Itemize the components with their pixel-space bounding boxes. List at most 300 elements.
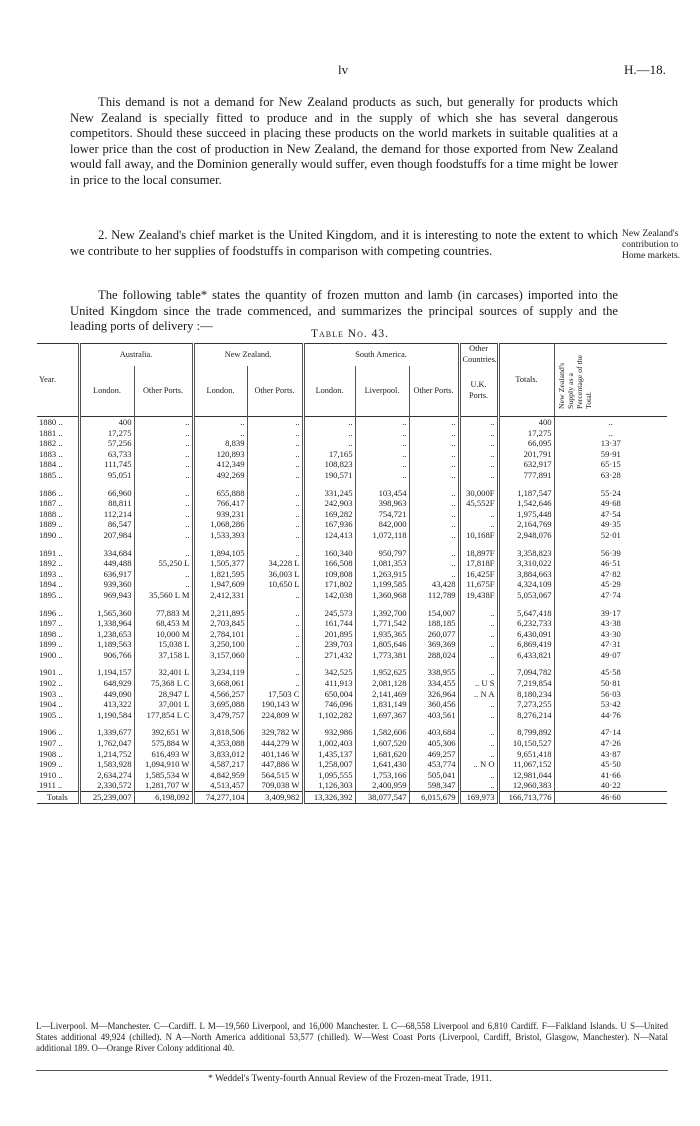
table-cell: 1,947,609 [193, 579, 247, 590]
year-cell: 1896 .. [39, 607, 63, 618]
table-row [37, 488, 667, 499]
table-cell: 39·17 [554, 608, 667, 619]
table-cell: 40·22 [554, 780, 667, 791]
table-cell: 8,180,234 [498, 689, 554, 700]
spacer-cell [193, 481, 247, 488]
table-cell: 1,339,677 [79, 727, 134, 738]
table-cell: 37,158 L [134, 650, 193, 661]
table-cell: .. [355, 459, 409, 470]
table-cell: 47·26 [554, 738, 667, 749]
table-cell: 47·74 [554, 590, 667, 601]
table-cell: 1,187,547 [498, 488, 554, 499]
table-cell: 49·35 [554, 519, 667, 530]
year-cell: 1899 .. [39, 639, 63, 650]
table-cell: 10,000 M [134, 629, 193, 640]
table-cell: 188,185 [409, 618, 459, 629]
table-cell: .. [355, 470, 409, 481]
table-cell: 201,895 [303, 629, 355, 640]
spacer-cell [498, 660, 554, 667]
table-cell: .. [459, 710, 498, 721]
header-nz-other-ports: Other Ports. [247, 366, 303, 417]
table-cell: .. [134, 470, 193, 481]
table-row [37, 759, 667, 770]
table-cell: 1,762,047 [79, 738, 134, 749]
spacer-cell [554, 660, 667, 667]
table-cell: 52·01 [554, 530, 667, 541]
table-cell: .. [134, 530, 193, 541]
table-cell: 842,000 [355, 519, 409, 530]
table-cell: 15,038 L [134, 639, 193, 650]
table-cell: 492,269 [193, 470, 247, 481]
table-cell: .. [409, 470, 459, 481]
table-cell: 1,952,625 [355, 667, 409, 678]
paragraph-chief-market: 2. New Zealand's chief market is the United Kingdom, and it is interesting to note the extent to which we contribute to her supplies of foodstuffs in comparison with competing countries. [70, 228, 618, 258]
table-cell: 44·76 [554, 710, 667, 721]
table-cell: 13·37 [554, 438, 667, 449]
year-cell: 1904 .. [39, 699, 63, 710]
spacer-cell [79, 541, 134, 548]
table-cell: 650,004 [303, 689, 355, 700]
table-cell: 334,455 [409, 678, 459, 689]
table-cell: .. [193, 417, 247, 428]
table-cell: 63,733 [79, 449, 134, 460]
table-row [37, 470, 667, 481]
table-cell: 449,090 [79, 689, 134, 700]
totals-cell: 74,277,104 [193, 792, 247, 804]
paragraph-demand: This demand is not a demand for New Zealand products as such, but generally for products which New Zealand is specially fitted to produce and in the supply of which she has several dangerous competitors. Should these succeed in placing these products on the world markets in suitable qualities at a lower price than the cost of production in New Zealand, the demand for those exported from New Zealand would fall away, and the Dominion generally would suffer, even though foodstuffs for a time might be lower in price to the local consumer. [70, 95, 618, 187]
table-cell: .. [247, 678, 303, 689]
table-cell: .. [459, 629, 498, 640]
table-cell: 6,232,733 [498, 618, 554, 629]
header-uk-ports: U.K. Ports. [459, 366, 498, 417]
spacer-cell [79, 481, 134, 488]
table-cell: 66,960 [79, 488, 134, 499]
table-cell: 1,805,646 [355, 639, 409, 650]
year-cell: 1897 .. [39, 618, 63, 629]
table-cell: 34,228 L [247, 558, 303, 569]
table-cell: .. [134, 519, 193, 530]
table-cell: .. [459, 699, 498, 710]
table-cell: 369,369 [409, 639, 459, 650]
group-spacer [37, 660, 667, 667]
year-cell: 1894 .. [39, 579, 63, 590]
table-cell: .. [247, 530, 303, 541]
table-cell: 1,773,381 [355, 650, 409, 661]
table-cell: 16,425F [459, 569, 498, 580]
table-row [37, 738, 667, 749]
table-row [37, 530, 667, 541]
table-cell: 1,641,430 [355, 759, 409, 770]
table-cell: 19,438F [459, 590, 498, 601]
table-cell: 398,963 [355, 498, 409, 509]
spacer-cell [409, 481, 459, 488]
spacer-cell [79, 601, 134, 608]
table-cell: .. [355, 438, 409, 449]
table-cell: .. [303, 428, 355, 439]
table-cell: 575,884 W [134, 738, 193, 749]
table-cell: 1,935,365 [355, 629, 409, 640]
table-cell: 55·24 [554, 488, 667, 499]
year-cell: 1889 .. [39, 519, 63, 530]
table-cell: 245,573 [303, 608, 355, 619]
table-cell: 777,891 [498, 470, 554, 481]
table-cell: .. [247, 498, 303, 509]
table-cell: .. [134, 428, 193, 439]
table-cell: .. [459, 738, 498, 749]
table-cell: .. [247, 449, 303, 460]
table-cell: .. [459, 780, 498, 791]
spacer-cell [303, 660, 355, 667]
table-cell: 360,456 [409, 699, 459, 710]
year-cell: 1910 .. [39, 769, 63, 780]
table-row [37, 678, 667, 689]
table-cell: 3,695,088 [193, 699, 247, 710]
table-cell: .. [134, 438, 193, 449]
table-cell: 88,811 [79, 498, 134, 509]
table-cell: .. [459, 428, 498, 439]
table-cell: 242,903 [303, 498, 355, 509]
table-cell: .. [247, 488, 303, 499]
table-cell: 17,165 [303, 449, 355, 460]
table-cell: 17,818F [459, 558, 498, 569]
table-cell: 35,560 L M [134, 590, 193, 601]
table-cell: 4,513,457 [193, 780, 247, 791]
table-cell: 4,353,088 [193, 738, 247, 749]
table-cell: 11,067,152 [498, 759, 554, 770]
table-cell: 3,250,100 [193, 639, 247, 650]
table-cell: .. [247, 548, 303, 559]
table-cell: 47·14 [554, 727, 667, 738]
table-cell: 111,745 [79, 459, 134, 470]
table-row [37, 608, 667, 619]
spacer-cell [247, 541, 303, 548]
table-cell: 7,219,854 [498, 678, 554, 689]
table-cell: .. [459, 727, 498, 738]
spacer-cell [409, 541, 459, 548]
table-cell: 10,650 L [247, 579, 303, 590]
table-cell: 45·50 [554, 759, 667, 770]
table-cell: 53·42 [554, 699, 667, 710]
table-cell: 11,675F [459, 579, 498, 590]
table-cell: 103,454 [355, 488, 409, 499]
table-cell: 405,306 [409, 738, 459, 749]
table-cell: 161,744 [303, 618, 355, 629]
table-cell: .. [409, 417, 459, 428]
table-cell: 2,211,895 [193, 608, 247, 619]
year-cell: 1880 .. [39, 417, 63, 427]
table-cell: 239,703 [303, 639, 355, 650]
table-cell: .. [134, 498, 193, 509]
header-year: Year. [37, 344, 79, 417]
table-cell: 9,651,418 [498, 749, 554, 760]
table-cell: .. [409, 449, 459, 460]
margin-note: New Zealand's contribution to Home markets. [622, 229, 681, 261]
table-cell: .. [459, 618, 498, 629]
table-cell: 6,433,821 [498, 650, 554, 661]
table-cell: 2,948,076 [498, 530, 554, 541]
header-sa-london: London. [303, 366, 355, 417]
table-cell: 632,917 [498, 459, 554, 470]
group-spacer [37, 720, 667, 727]
year-cell: 1906 .. [39, 727, 63, 738]
spacer-cell [134, 720, 193, 727]
table-cell: 1,831,149 [355, 699, 409, 710]
table-cell: 260,077 [409, 629, 459, 640]
table-cell: 1,002,403 [303, 738, 355, 749]
spacer-cell [37, 541, 79, 548]
table-cell: 1,263,915 [355, 569, 409, 580]
footnotes: L—Liverpool. M—Manchester. C—Cardiff. L M—19,560 Liverpool, and 16,000 Manchester. L C—68,558 Liverpool and 6,810 Cardiff. F—Falkland Islands. U S—United States additional 49,924 (chilled). N A—North America additional 53,577 (chilled). W—West Coast Ports (Liverpool, Cardiff, Bristol, Glasgow, Manchester). N—Natal additional 189. O—Orange River Colony additional 40. [36, 1021, 668, 1053]
spacer-cell [37, 660, 79, 667]
table-cell: 112,214 [79, 509, 134, 520]
header-australia-london: London. [79, 366, 134, 417]
table-cell: 169,282 [303, 509, 355, 520]
table-cell: 43,428 [409, 579, 459, 590]
table-cell: 1,753,166 [355, 770, 409, 781]
table-cell: .. [459, 650, 498, 661]
spacer-cell [355, 720, 409, 727]
table-cell: 4,587,217 [193, 759, 247, 770]
table-cell: 45·58 [554, 667, 667, 678]
source-note: * Weddel's Twenty-fourth Annual Review of the Frozen-meat Trade, 1911. [208, 1074, 492, 1084]
table-cell: 10,150,527 [498, 738, 554, 749]
table-cell: 655,888 [193, 488, 247, 499]
year-cell: 1886 .. [39, 487, 63, 498]
table-cell: 45·29 [554, 579, 667, 590]
totals-cell: 38,077,547 [355, 792, 409, 804]
table-cell: 3,668,061 [193, 678, 247, 689]
table-cell: 469,257 [409, 749, 459, 760]
table-cell: 1,190,584 [79, 710, 134, 721]
table-row [37, 689, 667, 700]
table-cell: 171,802 [303, 579, 355, 590]
year-cell: 1900 .. [39, 649, 63, 660]
totals-cell: 25,239,007 [79, 792, 134, 804]
table-cell: .. [247, 650, 303, 661]
table-cell: 17,275 [79, 428, 134, 439]
table-cell: 120,893 [193, 449, 247, 460]
spacer-cell [303, 541, 355, 548]
table-cell: .. [409, 498, 459, 509]
table-cell: 50·81 [554, 678, 667, 689]
table-cell: 648,929 [79, 678, 134, 689]
table-cell: 2,141,469 [355, 689, 409, 700]
paragraph-table-intro: The following table* states the quantity of frozen mutton and lamb (in carcases) imported into the United Kingdom since the trade commenced, and summarizes the principal sources of supply and the leading ports of delivery :— [70, 288, 618, 333]
spacer-cell [193, 720, 247, 727]
table-cell: 30,000F [459, 488, 498, 499]
table-cell: 400 [498, 417, 554, 428]
group-spacer [37, 481, 667, 488]
table-cell: 403,684 [409, 727, 459, 738]
table-cell: 1,582,606 [355, 727, 409, 738]
table-cell: .. [459, 749, 498, 760]
table-cell: 59·91 [554, 449, 667, 460]
year-cell: 1888 .. [39, 508, 63, 519]
year-cell: 1884 .. [39, 459, 63, 470]
spacer-cell [193, 541, 247, 548]
year-cell: 1907 .. [39, 738, 63, 749]
table-cell: 160,340 [303, 548, 355, 559]
table-cell: .. [134, 459, 193, 470]
table-cell: .. [459, 459, 498, 470]
year-cell: 1903 .. [39, 688, 63, 699]
table-cell: .. N A [459, 689, 498, 700]
table-cell: 400 [79, 417, 134, 428]
table-cell: 224,809 W [247, 710, 303, 721]
table-cell: 108,823 [303, 459, 355, 470]
table-row [37, 579, 667, 590]
totals-label: Totals [37, 792, 79, 804]
spacer-cell [459, 720, 498, 727]
table-cell: 3,833,012 [193, 749, 247, 760]
page-number: lv [338, 62, 349, 77]
header-totals: Totals. [498, 344, 554, 417]
table-cell: 75,368 L C [134, 678, 193, 689]
table-cell: 2,784,101 [193, 629, 247, 640]
table-cell: 2,081,128 [355, 678, 409, 689]
table-cell: 32,401 L [134, 667, 193, 678]
table-cell: 746,096 [303, 699, 355, 710]
spacer-cell [554, 720, 667, 727]
table-cell: .. [459, 449, 498, 460]
table-cell: 5,647,418 [498, 608, 554, 619]
year-cell: 1891 .. [39, 547, 63, 558]
table-cell: 2,412,331 [193, 590, 247, 601]
table-cell: 77,883 M [134, 608, 193, 619]
table-cell: 1,102,282 [303, 710, 355, 721]
table-cell: 124,413 [303, 530, 355, 541]
table-cell: 1,214,752 [79, 749, 134, 760]
spacer-cell [459, 541, 498, 548]
table-cell: 1,281,707 W [134, 780, 193, 791]
table-cell: 1,338,964 [79, 618, 134, 629]
table-cell: 86,547 [79, 519, 134, 530]
table-caption: Table No. 43. [311, 328, 389, 340]
year-cell: 1898 .. [39, 628, 63, 639]
table-cell: 2,703,845 [193, 618, 247, 629]
footnote-rule [36, 1070, 668, 1071]
year-cell: 1893 .. [39, 568, 63, 579]
table-cell: 10,168F [459, 530, 498, 541]
table-cell: 564,515 W [247, 770, 303, 781]
table-row [37, 667, 667, 678]
table-cell: 142,038 [303, 590, 355, 601]
table-cell: 1,975,448 [498, 509, 554, 520]
table-cell: 37,001 L [134, 699, 193, 710]
table-cell: 1,435,137 [303, 749, 355, 760]
table-cell: 939,231 [193, 509, 247, 520]
table-cell: .. [247, 428, 303, 439]
table-cell: 329,782 W [247, 727, 303, 738]
table-cell: .. [134, 488, 193, 499]
spacer-cell [554, 601, 667, 608]
table-cell: 1,258,007 [303, 759, 355, 770]
table-cell: 444,279 W [247, 738, 303, 749]
table-cell: 1,189,563 [79, 639, 134, 650]
table-cell: .. [134, 548, 193, 559]
spacer-cell [303, 601, 355, 608]
spacer-cell [355, 660, 409, 667]
table-cell: 412,349 [193, 459, 247, 470]
table-cell: 66,095 [498, 438, 554, 449]
table-cell: .. [134, 449, 193, 460]
header-new-zealand: New Zealand. [193, 344, 303, 367]
table-cell: .. [409, 569, 459, 580]
table-cell: 1,094,910 W [134, 759, 193, 770]
table-cell: 447,886 W [247, 759, 303, 770]
table-cell: 1,771,542 [355, 618, 409, 629]
table-cell: .. [193, 428, 247, 439]
spacer-cell [37, 481, 79, 488]
table-cell: 190,143 W [247, 699, 303, 710]
totals-cell: 166,713,776 [498, 792, 554, 804]
table-cell: .. [247, 639, 303, 650]
table-cell: .. [459, 509, 498, 520]
table-cell: 1,238,653 [79, 629, 134, 640]
group-spacer [37, 601, 667, 608]
table-cell: 3,234,119 [193, 667, 247, 678]
table-cell: 1,505,377 [193, 558, 247, 569]
table-cell: .. [247, 667, 303, 678]
table-cell: 413,322 [79, 699, 134, 710]
table-cell: .. [134, 417, 193, 428]
year-cell: 1909 .. [39, 759, 63, 770]
table-cell: 906,766 [79, 650, 134, 661]
table-row [37, 618, 667, 629]
year-cell: 1895 .. [39, 589, 63, 600]
table-cell: .. [409, 519, 459, 530]
table-cell: 1,072,118 [355, 530, 409, 541]
table-cell: 18,897F [459, 548, 498, 559]
table-row [37, 650, 667, 661]
table-cell: 57,256 [79, 438, 134, 449]
table-cell: .. [134, 579, 193, 590]
table-cell: .. [247, 438, 303, 449]
year-cell: 1902 .. [39, 678, 63, 689]
table-cell: 2,330,572 [79, 780, 134, 791]
table-cell: 43·30 [554, 629, 667, 640]
spacer-cell [498, 481, 554, 488]
table-cell: .. [409, 548, 459, 559]
header-sa-liverpool: Liverpool. [355, 366, 409, 417]
table-cell: 709,038 W [247, 780, 303, 791]
table-cell: .. [134, 569, 193, 580]
table-cell: 45,552F [459, 498, 498, 509]
table-cell: 55,250 L [134, 558, 193, 569]
table-cell: 109,808 [303, 569, 355, 580]
table-cell: 47·54 [554, 509, 667, 520]
header-sa-other-ports: Other Ports. [409, 366, 459, 417]
table-row [37, 699, 667, 710]
table-cell: .. [409, 438, 459, 449]
table-cell: 932,986 [303, 727, 355, 738]
totals-cell: 3,409,982 [247, 792, 303, 804]
table-cell: 47·82 [554, 569, 667, 580]
table-cell: 1,583,928 [79, 759, 134, 770]
table-cell: 598,347 [409, 780, 459, 791]
spacer-cell [498, 720, 554, 727]
table-cell: 1,565,360 [79, 608, 134, 619]
spacer-cell [355, 601, 409, 608]
table-cell: .. [247, 629, 303, 640]
table-cell: .. [247, 608, 303, 619]
table-cell: .. [247, 417, 303, 428]
table-cell: 1,542,646 [498, 498, 554, 509]
table-row [37, 459, 667, 470]
spacer-cell [134, 660, 193, 667]
year-cell: 1887 .. [39, 498, 63, 509]
table-cell: 1,585,534 W [134, 770, 193, 781]
